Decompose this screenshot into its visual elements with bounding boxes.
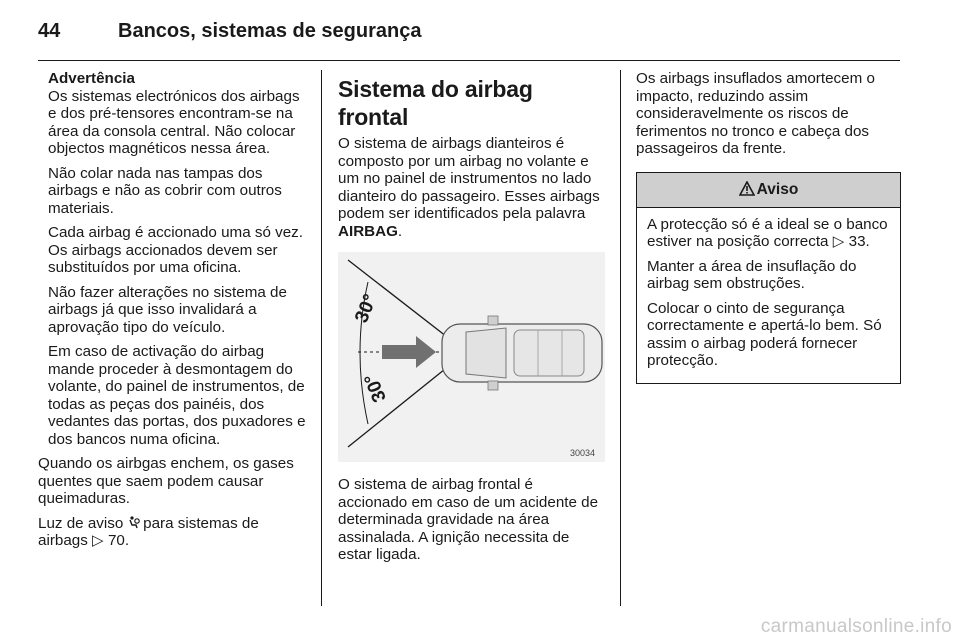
car-top-view	[442, 316, 602, 390]
warning-triangle-icon	[739, 181, 757, 199]
warning-block	[38, 70, 310, 448]
page-header	[38, 20, 898, 44]
aviso-header	[637, 173, 900, 208]
angle-label-top: 30°	[351, 291, 382, 326]
section-title: Bancos, sistemas de segurança	[118, 20, 422, 42]
cushion-paragraph: Os airbags insuflados amortecem o impacto, reduzindo assim consideravelmente os riscos de ferimentos no tronco e cabeça dos passageiros da frente.	[636, 70, 875, 157]
warning-paragraph-1: Os sistemas electrónicos dos airbags e dos pré-tensores encontram-se na área da consola central. Não colocar objectos magnéticos nessa área.	[48, 87, 300, 157]
airbag-deployment-figure	[338, 252, 605, 462]
airbag-label: AIRBAG	[338, 222, 398, 240]
column-right	[636, 70, 901, 384]
page-reference-arrow-icon: ▷	[832, 233, 845, 250]
aviso-box	[636, 172, 901, 384]
aviso-title: Aviso	[756, 180, 799, 198]
column-middle	[338, 75, 606, 571]
aviso-body	[637, 208, 900, 383]
trigger-paragraph: O sistema de airbag frontal é accionado em caso de um acidente de determinada gravidade na área assinalada. A ignição necessita de estar ligada.	[338, 476, 599, 563]
warning-paragraph-4: Não fazer alterações no sistema de airbags já que isso invalidará a aprovação tipo do veículo.	[48, 283, 287, 336]
warning-paragraph-2: Não colar nada nas tampas dos airbags e não as cobrir com outros materiais.	[48, 164, 282, 217]
section-heading: Sistema do airbag frontal	[338, 76, 533, 130]
airbag-lamp-icon	[128, 516, 144, 531]
figure-number: 30034	[570, 448, 596, 458]
aviso-paragraph-3: Colocar o cinto de segurança correctamente e apertá-lo bem. Só assim o airbag poderá fornecer protecção.	[647, 299, 882, 369]
lamp-paragraph: Luz de aviso para sistemas de airbags ▷ 70.	[38, 514, 259, 549]
watermark: carmanualsonline.info	[760, 616, 952, 637]
impact-arrow-icon	[382, 336, 436, 368]
warning-paragraph-3: Cada airbag é accionado uma só vez. Os airbags accionados devem ser substituídos por uma oficina.	[48, 224, 303, 276]
column-left	[38, 70, 310, 557]
warning-title: Advertência	[48, 70, 135, 87]
header-divider	[38, 60, 900, 61]
page-reference-arrow-icon: ▷	[92, 532, 104, 549]
intro-paragraph: O sistema de airbags dianteiros é composto por um airbag no volante e um no painel de instrumentos no lado dianteiro do passageiro. Esses airbags podem ser identificados pela palavra AIRBAG.	[338, 135, 600, 240]
inflate-paragraph: Quando os airbgas enchem, os gases quentes que saem podem causar queimaduras.	[38, 455, 294, 507]
warning-paragraph-5: Em caso de activação do airbag mande proceder à desmontagem do volante, do painel de instrumentos, de todas as peças dos painéis, dos vedantes das portas, dos puxadores e dos bancos numa oficina.	[48, 343, 306, 448]
aviso-paragraph-2: Manter a área de insuflação do airbag sem obstruções.	[647, 257, 857, 292]
angle-label-bottom: 30°	[360, 370, 391, 405]
column-divider-1	[321, 70, 322, 606]
column-divider-2	[620, 70, 621, 606]
aviso-paragraph-1: A protecção só é a ideal se o banco estiver na posição correcta ▷ 33.	[647, 215, 888, 250]
page-number: 44	[38, 20, 61, 42]
